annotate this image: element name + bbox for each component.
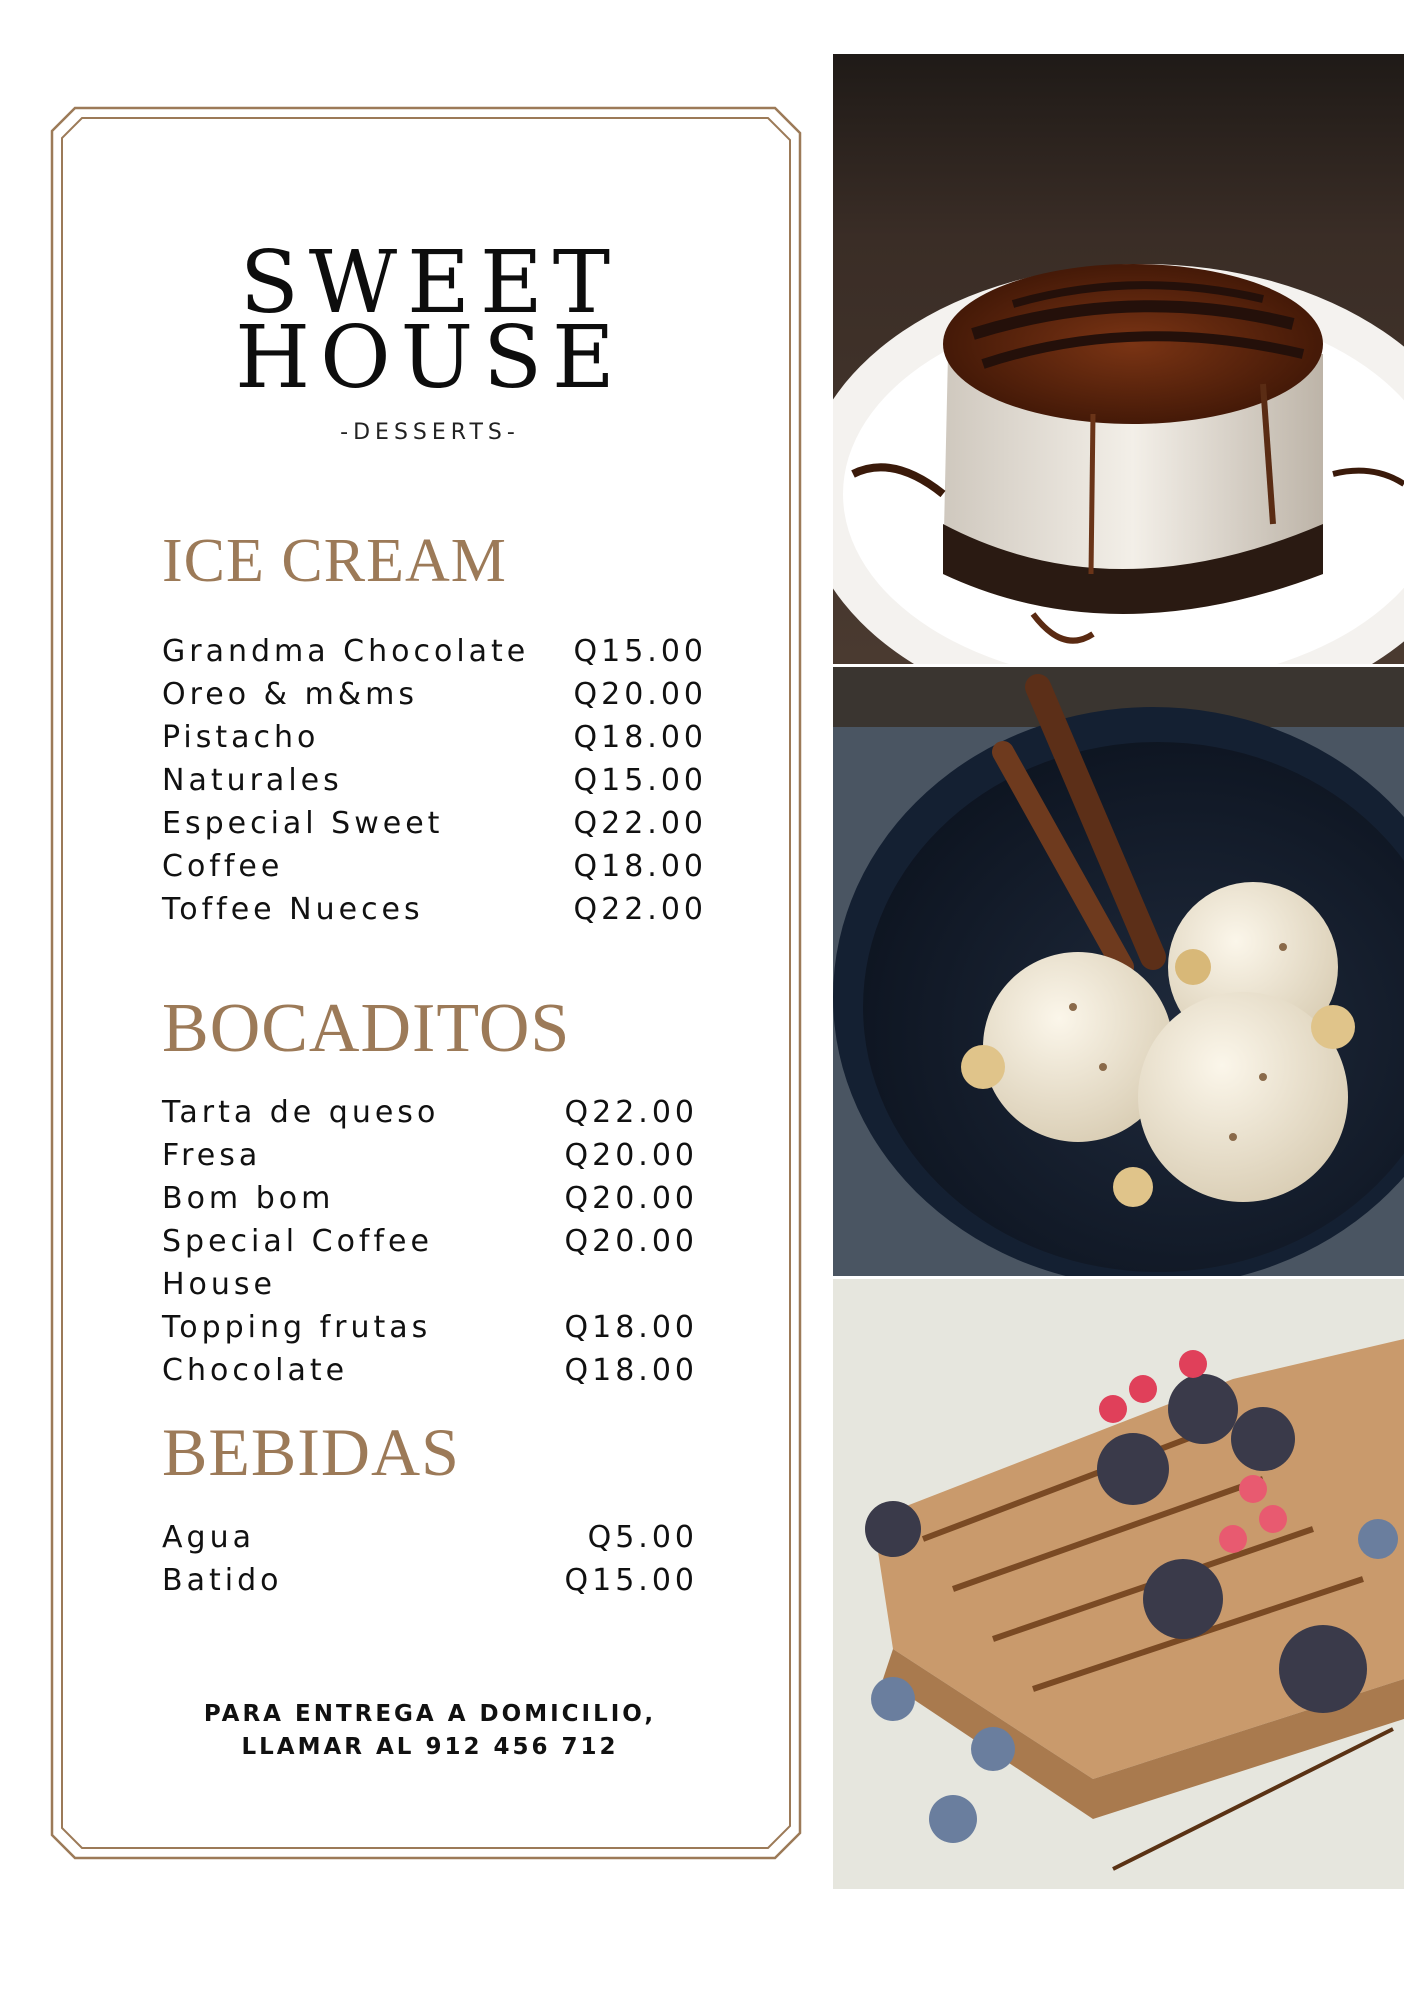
item-name: Grandma Chocolate — [162, 634, 530, 669]
brand-title-line1: SWEET — [239, 233, 621, 333]
menu-item — [162, 1349, 698, 1392]
bebidas-list — [162, 1516, 698, 1602]
item-name: Chocolate — [162, 1353, 349, 1388]
item-name: Special Coffee House — [162, 1224, 433, 1302]
menu-item — [162, 802, 707, 845]
menu-item — [162, 716, 707, 759]
item-price: Q18.00 — [573, 720, 707, 755]
ice-cream-bowl-photo — [833, 667, 1404, 1276]
item-name: Bom bom — [162, 1181, 335, 1216]
menu-item — [162, 759, 707, 802]
item-name: Oreo & m&ms — [162, 677, 419, 712]
item-price: Q15.00 — [564, 1563, 698, 1598]
item-name: Pistacho — [162, 720, 320, 755]
item-price: Q18.00 — [564, 1310, 698, 1345]
item-price: Q18.00 — [564, 1353, 698, 1388]
menu-item — [162, 1177, 698, 1220]
bocaditos-list — [162, 1091, 698, 1392]
item-price: Q22.00 — [573, 806, 707, 841]
section-title-bebidas: BEBIDAS — [162, 1414, 460, 1490]
menu-item — [162, 845, 707, 888]
item-price: Q18.00 — [573, 849, 707, 884]
menu-item — [162, 673, 707, 716]
item-price: Q15.00 — [573, 634, 707, 669]
menu-item — [162, 1091, 698, 1134]
menu-item — [162, 1559, 698, 1602]
item-price: Q15.00 — [573, 763, 707, 798]
item-name: Especial Sweet — [162, 806, 444, 841]
menu-item — [162, 888, 707, 931]
menu-item — [162, 630, 707, 673]
section-title-bocaditos: BOCADITOS — [162, 990, 571, 1067]
item-price: Q20.00 — [564, 1181, 698, 1216]
contact-line1: PARA ENTREGA A DOMICILIO, — [203, 1701, 657, 1727]
item-name: Batido — [162, 1563, 283, 1598]
menu-item — [162, 1134, 698, 1177]
item-price: Q20.00 — [573, 677, 707, 712]
item-name: Topping frutas — [162, 1310, 432, 1345]
delivery-contact — [60, 1698, 800, 1764]
menu-item — [162, 1516, 698, 1559]
chocolate-cheesecake-photo — [833, 54, 1404, 664]
item-price: Q20.00 — [564, 1138, 698, 1173]
brand-title-line2: HOUSE — [235, 308, 625, 408]
item-price: Q22.00 — [564, 1095, 698, 1130]
berry-waffle-photo — [833, 1279, 1404, 1889]
menu-item — [162, 1306, 698, 1349]
section-title-ice-cream: ICE CREAM — [162, 527, 507, 595]
contact-line2: LLAMAR AL 912 456 712 — [241, 1734, 619, 1760]
item-price: Q20.00 — [564, 1224, 698, 1259]
item-name: Coffee — [162, 849, 284, 884]
item-price: Q22.00 — [573, 892, 707, 927]
item-name: Toffee Nueces — [162, 892, 424, 927]
item-name: Fresa — [162, 1138, 262, 1173]
ice-cream-list — [162, 630, 707, 931]
item-name: Agua — [162, 1520, 255, 1555]
brand-subtitle: -DESSERTS- — [340, 420, 520, 445]
item-name: Tarta de queso — [162, 1095, 440, 1130]
item-price: Q5.00 — [587, 1520, 698, 1555]
item-name: Naturales — [162, 763, 343, 798]
menu-item — [162, 1220, 698, 1306]
